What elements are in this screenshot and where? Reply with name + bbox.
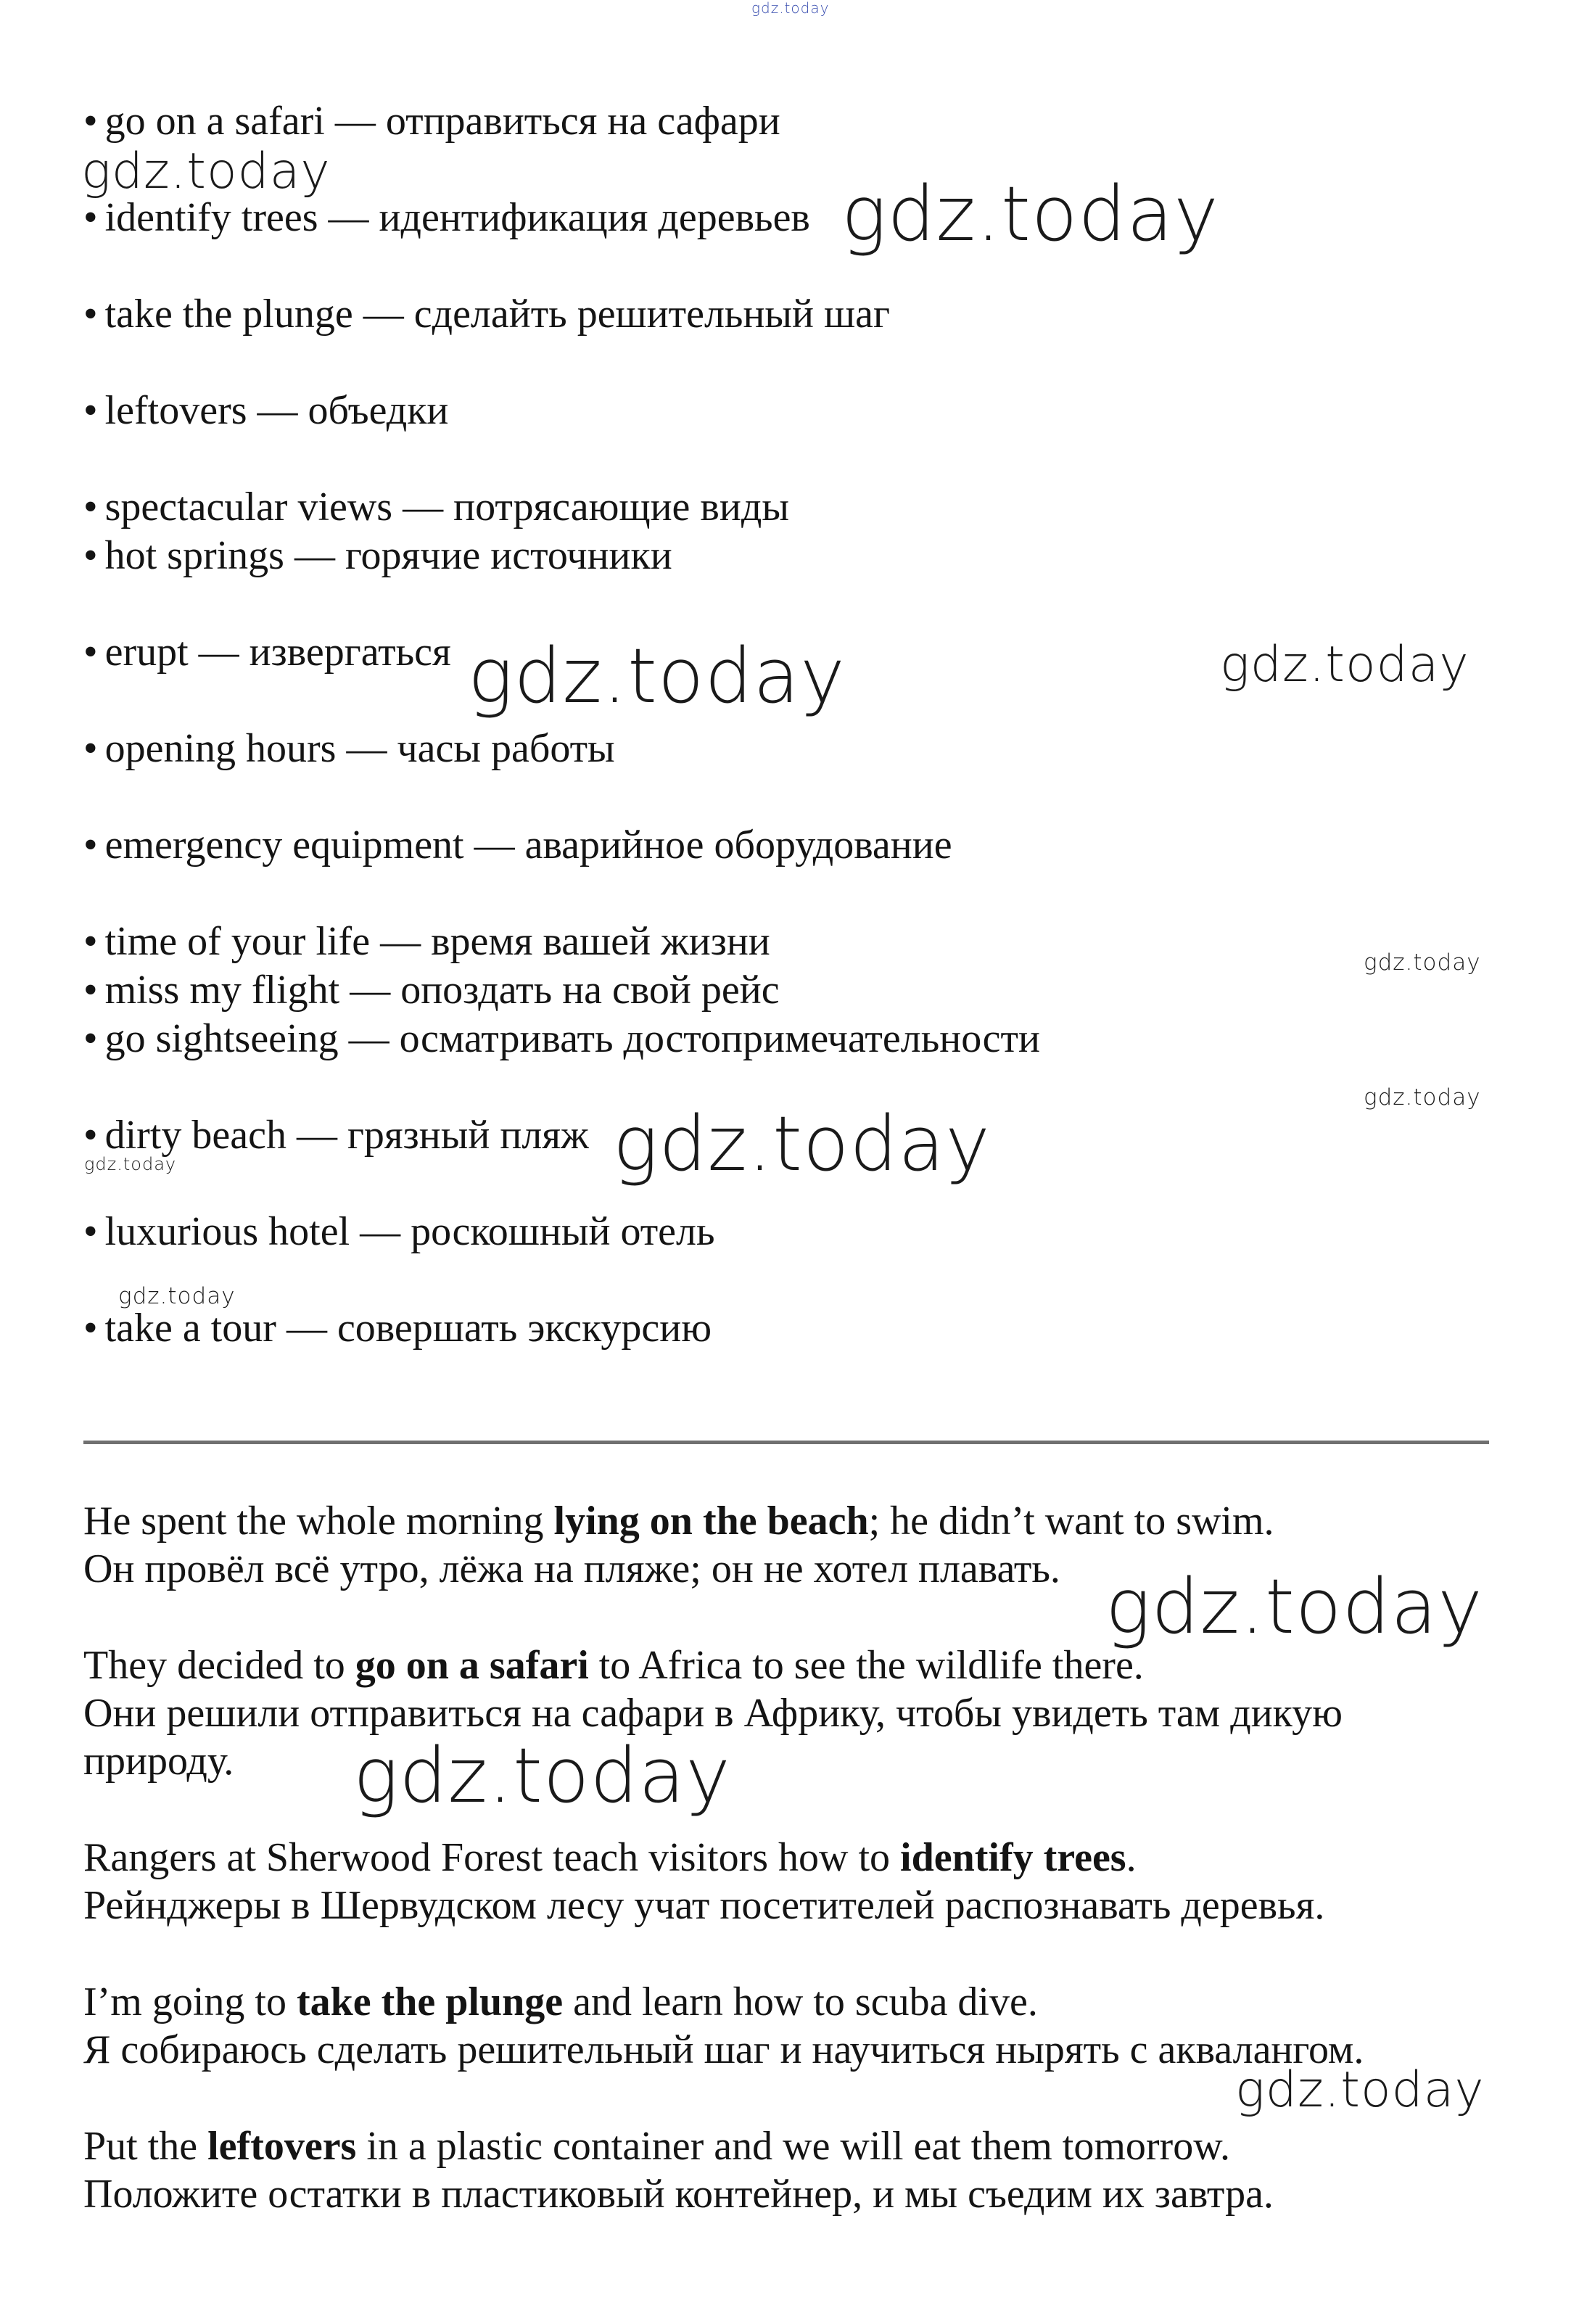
vocab-ru: осматривать достопримечательности — [399, 1016, 1040, 1061]
watermark: gdz.today — [841, 170, 1219, 258]
example-phrase: leftovers — [207, 2124, 357, 2169]
vocab-item: • dirty beach — грязный пляж — [83, 1113, 589, 1158]
vocab-item: • erupt — извергаться — [83, 630, 451, 675]
vocab-ru: потрясающие виды — [453, 485, 789, 530]
watermark: gdz.today — [1220, 636, 1469, 693]
vocab-ru: часы работы — [397, 726, 615, 771]
vocab-item: • hot springs — горячие источники — [83, 533, 672, 578]
example-en: He spent the whole morning lying on the beach; he didn’t want to swim. — [83, 1499, 1274, 1544]
vocab-ru: совершать экскурсию — [337, 1306, 712, 1351]
example-ru: природу. — [83, 1739, 234, 1784]
vocab-en: go on a safari — [104, 99, 325, 144]
vocab-en: take the plunge — [104, 292, 353, 337]
watermark-top: gdz.today — [751, 0, 830, 17]
vocab-item: • take the plunge — сделайть решительный шаг — [83, 292, 890, 337]
vocab-item: • take a tour — совершать экскурсию — [83, 1306, 712, 1351]
example-phrase: go on a safari — [355, 1643, 589, 1688]
watermark: gdz.today — [468, 632, 846, 720]
vocab-item: • identify trees — идентификация деревьев — [83, 195, 810, 240]
vocab-en: dirty beach — [104, 1113, 286, 1158]
vocab-ru: горячие источники — [345, 533, 672, 578]
example-ru: Рейнджеры в Шервудском лесу учат посетителей распознавать деревья. — [83, 1883, 1325, 1928]
watermark: gdz.today — [1364, 949, 1481, 976]
vocab-ru: роскошный отель — [411, 1209, 715, 1254]
vocab-en: hot springs — [104, 533, 284, 578]
vocab-en: take a tour — [104, 1306, 276, 1351]
example-en: Put the leftovers in a plastic container and we will eat them tomorrow. — [83, 2124, 1230, 2169]
example-phrase: take the plunge — [296, 1979, 564, 2024]
vocab-ru: время вашей жизни — [431, 919, 770, 964]
example-en: I’m going to take the plunge and learn how to scuba dive. — [83, 1979, 1038, 2024]
vocab-item: • luxurious hotel — роскошный отель — [83, 1209, 715, 1254]
example-en: They decided to go on a safari to Africa to see the wildlife there. — [83, 1643, 1144, 1688]
vocab-ru: идентификация деревьев — [379, 195, 810, 240]
watermark: gdz.today — [1235, 2061, 1485, 2119]
example-ru: Положите остатки в пластиковый контейнер, и мы съедим их завтра. — [83, 2172, 1274, 2217]
watermark: gdz.today — [84, 1154, 177, 1174]
watermark: gdz.today — [1364, 1084, 1481, 1111]
vocab-item: • miss my flight — опоздать на свой рейс — [83, 968, 780, 1013]
vocab-ru: грязный пляж — [347, 1113, 589, 1158]
vocab-en: time of your life — [104, 919, 371, 964]
watermark: gdz.today — [353, 1731, 731, 1820]
vocab-en: luxurious hotel — [104, 1209, 350, 1254]
vocab-item: • leftovers — объедки — [83, 388, 449, 433]
example-en: Rangers at Sherwood Forest teach visitors how to identify trees. — [83, 1835, 1137, 1880]
vocab-en: erupt — [104, 630, 189, 675]
vocab-en: go sightseeing — [104, 1016, 339, 1061]
watermark: gdz.today — [118, 1283, 236, 1309]
vocab-item: • spectacular views — потрясающие виды — [83, 485, 789, 530]
vocab-en: miss my flight — [104, 968, 340, 1013]
vocab-en: spectacular views — [104, 485, 393, 530]
vocab-item: • time of your life — время вашей жизни — [83, 919, 770, 964]
example-phrase: lying on the beach — [553, 1499, 869, 1544]
vocab-ru: аварийное оборудование — [524, 823, 952, 868]
vocab-ru: извергаться — [249, 630, 451, 675]
example-ru: Я собираюсь сделать решительный шаг и научиться нырять с аквалангом. — [83, 2027, 1364, 2072]
vocab-item: • go sightseeing — осматривать достопримечательности — [83, 1016, 1040, 1061]
vocab-ru: сделайть решительный шаг — [413, 292, 890, 337]
section-divider — [83, 1441, 1489, 1444]
watermark: gdz.today — [1105, 1562, 1483, 1651]
vocab-item: • emergency equipment — аварийное оборудование — [83, 823, 952, 868]
example-ru: Он провёл всё утро, лёжа на пляже; он не хотел плавать. — [83, 1546, 1060, 1591]
vocab-ru: опоздать на свой рейс — [400, 968, 780, 1013]
vocab-en: identify trees — [104, 195, 318, 240]
vocab-en: opening hours — [104, 726, 337, 771]
vocab-item: • opening hours — часы работы — [83, 726, 615, 771]
vocab-ru: объедки — [308, 388, 449, 433]
watermark: gdz.today — [613, 1100, 991, 1188]
vocab-item: • go on a safari — отправиться на сафари — [83, 99, 780, 144]
watermark: gdz.today — [81, 143, 331, 200]
example-phrase: identify trees — [900, 1835, 1126, 1880]
vocab-ru: отправиться на сафари — [385, 99, 780, 144]
vocab-en: leftovers — [104, 388, 247, 433]
vocab-en: emergency equipment — [104, 823, 464, 868]
example-ru: Они решили отправиться на сафари в Африку, чтобы увидеть там дикую — [83, 1691, 1343, 1736]
